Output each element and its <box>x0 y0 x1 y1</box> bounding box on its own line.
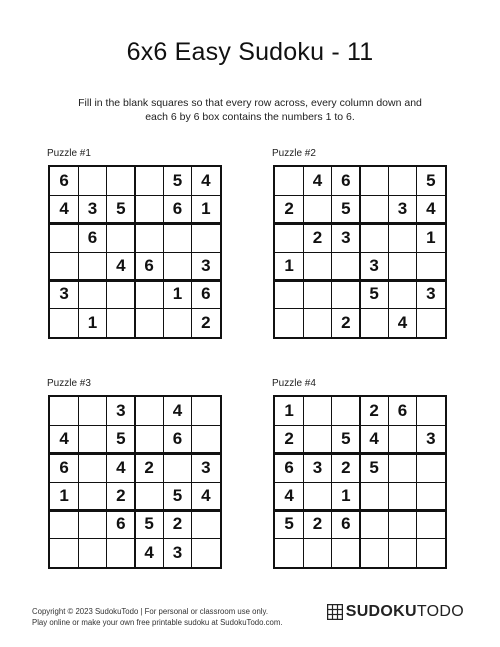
sudoku-cell[interactable] <box>332 280 360 308</box>
sudoku-cell[interactable] <box>50 539 78 567</box>
sudoku-cell[interactable] <box>163 224 191 252</box>
sudoku-cell[interactable]: 3 <box>201 457 211 477</box>
sudoku-cell[interactable]: 2 <box>284 429 294 449</box>
sudoku-cell[interactable] <box>163 309 191 337</box>
sudokutodo-logo <box>327 603 464 621</box>
sudoku-cell[interactable]: 5 <box>172 171 183 191</box>
grid-line <box>275 308 445 309</box>
sudoku-cell[interactable] <box>332 252 360 280</box>
grid-line <box>50 482 220 483</box>
sudoku-cell[interactable]: 5 <box>341 199 351 219</box>
sudoku-cell[interactable] <box>388 454 416 482</box>
sudoku-cell[interactable] <box>135 167 163 195</box>
puzzle-3-label: Puzzle #3 <box>47 378 91 389</box>
sudoku-cell[interactable]: 1 <box>172 284 183 304</box>
grid-line <box>275 252 445 253</box>
grid-line <box>163 167 164 337</box>
sudoku-cell[interactable] <box>192 539 220 567</box>
sudoku-cell[interactable]: 1 <box>284 401 294 421</box>
sudoku-cell[interactable] <box>388 539 416 567</box>
sudoku-cell[interactable]: 6 <box>397 401 408 421</box>
sudoku-cell[interactable] <box>78 252 106 280</box>
logo-text <box>346 603 464 621</box>
sudoku-cell[interactable] <box>107 280 135 308</box>
sudoku-cell[interactable] <box>192 397 220 425</box>
sudoku-cell[interactable] <box>388 224 416 252</box>
grid-line <box>275 538 445 539</box>
sudoku-cell[interactable] <box>78 280 106 308</box>
sudoku-cell[interactable]: 5 <box>341 429 351 449</box>
sudoku-cell[interactable] <box>135 224 163 252</box>
sudoku-cell[interactable] <box>303 397 331 425</box>
sudoku-cell[interactable] <box>417 539 445 567</box>
grid-line <box>50 308 220 309</box>
sudoku-cell[interactable] <box>303 252 331 280</box>
sudoku-cell[interactable]: 4 <box>426 199 436 219</box>
sudoku-cell[interactable] <box>50 309 78 337</box>
sudoku-cell[interactable]: 3 <box>426 429 436 449</box>
sudoku-cell[interactable] <box>78 397 106 425</box>
instructions <box>60 96 440 124</box>
sudoku-cell[interactable]: 3 <box>87 199 98 219</box>
sudoku-cell[interactable]: 6 <box>201 284 211 304</box>
promo-text: Play online or make your own free printable sudoku at SudokuTodo.com. <box>32 618 283 627</box>
sudoku-cell[interactable]: 3 <box>341 227 351 247</box>
sudoku-cell[interactable]: 4 <box>284 486 294 506</box>
sudoku-cell[interactable]: 1 <box>341 486 351 506</box>
sudoku-cell[interactable] <box>303 195 331 223</box>
grid-line <box>163 397 164 567</box>
grid-line <box>191 397 192 567</box>
sudoku-cell[interactable] <box>360 309 388 337</box>
page-title: 6x6 Easy Sudoku - 11 <box>126 38 374 66</box>
sudoku-cell[interactable] <box>135 280 163 308</box>
sudoku-cell[interactable]: 2 <box>116 486 126 506</box>
sudoku-cell[interactable] <box>417 482 445 510</box>
sudoku-cell[interactable]: 3 <box>116 401 126 421</box>
sudoku-cell[interactable] <box>50 252 78 280</box>
sudoku-cell[interactable]: 4 <box>397 312 408 332</box>
sudoku-cell[interactable]: 3 <box>201 256 211 276</box>
sudoku-cell[interactable] <box>135 482 163 510</box>
sudoku-cell[interactable]: 3 <box>312 457 323 477</box>
box-divider <box>275 509 445 512</box>
sudoku-cell[interactable] <box>135 309 163 337</box>
puzzle-3-grid <box>48 395 222 569</box>
grid-line <box>416 397 417 567</box>
sudoku-cell[interactable] <box>388 482 416 510</box>
sudoku-cell[interactable] <box>303 425 331 453</box>
sudoku-cell[interactable]: 5 <box>369 457 379 477</box>
sudoku-cell[interactable] <box>303 482 331 510</box>
sudoku-cell[interactable] <box>192 425 220 453</box>
sudoku-cell[interactable]: 2 <box>341 312 351 332</box>
sudoku-cell[interactable]: 6 <box>341 514 351 534</box>
sudoku-cell[interactable]: 2 <box>144 457 154 477</box>
sudoku-cell[interactable] <box>388 425 416 453</box>
sudoku-cell[interactable] <box>78 539 106 567</box>
sudoku-cell[interactable]: 5 <box>144 514 154 534</box>
sudoku-cell[interactable] <box>388 510 416 538</box>
instructions-line-1: Fill in the blank squares so that every row across, every column down and <box>78 97 422 109</box>
sudoku-cell[interactable]: 4 <box>116 256 126 276</box>
sudoku-cell[interactable] <box>417 510 445 538</box>
sudoku-cell[interactable]: 4 <box>201 486 211 506</box>
sudoku-cell[interactable]: 6 <box>59 457 69 477</box>
sudoku-cell[interactable] <box>50 397 78 425</box>
sudoku-cell[interactable]: 4 <box>201 171 211 191</box>
box-divider <box>50 279 220 282</box>
sudoku-cell[interactable]: 1 <box>59 486 69 506</box>
puzzle-2-grid <box>273 165 447 339</box>
sudoku-cell[interactable] <box>107 167 135 195</box>
grid-line <box>50 252 220 253</box>
instructions-line-2: each 6 by 6 box contains the numbers 1 to 6. <box>145 111 355 123</box>
sudoku-cell[interactable]: 6 <box>144 256 154 276</box>
sudoku-cell[interactable]: 4 <box>116 457 126 477</box>
puzzle-1-label: Puzzle #1 <box>47 148 91 159</box>
sudoku-cell[interactable]: 3 <box>426 284 436 304</box>
sudoku-cell[interactable]: 6 <box>172 199 183 219</box>
sudoku-cell[interactable] <box>135 195 163 223</box>
grid-line <box>416 167 417 337</box>
sudoku-cell[interactable]: 6 <box>341 171 351 191</box>
sudoku-cell[interactable] <box>135 425 163 453</box>
sudoku-cell[interactable]: 3 <box>59 284 69 304</box>
sudoku-cell[interactable]: 6 <box>87 227 98 247</box>
sudoku-cell[interactable]: 2 <box>284 199 294 219</box>
sudoku-cell[interactable]: 4 <box>144 542 154 562</box>
sudoku-cell[interactable] <box>303 309 331 337</box>
sudoku-cell[interactable] <box>417 454 445 482</box>
sudoku-cell[interactable]: 2 <box>341 457 351 477</box>
sudoku-cell[interactable] <box>78 454 106 482</box>
sudoku-cell[interactable]: 5 <box>116 199 126 219</box>
sudoku-cell[interactable]: 5 <box>426 171 436 191</box>
sudoku-cell[interactable]: 6 <box>172 429 183 449</box>
sudoku-cell[interactable]: 6 <box>284 457 294 477</box>
sudoku-cell[interactable] <box>360 482 388 510</box>
sudoku-cell[interactable]: 2 <box>369 401 379 421</box>
grid-line <box>50 538 220 539</box>
sudoku-cell[interactable] <box>163 454 191 482</box>
sudoku-cell[interactable] <box>417 309 445 337</box>
sudoku-cell[interactable]: 1 <box>284 256 294 276</box>
sudoku-cell[interactable] <box>50 224 78 252</box>
sudoku-cell[interactable] <box>192 510 220 538</box>
sudoku-cell[interactable] <box>163 252 191 280</box>
logo-text-light: TODO <box>416 603 464 620</box>
footer <box>32 606 283 628</box>
sudoku-cell[interactable] <box>107 539 135 567</box>
sudoku-cell[interactable] <box>135 397 163 425</box>
sudoku-cell[interactable] <box>360 510 388 538</box>
sudoku-cell[interactable]: 3 <box>369 256 379 276</box>
sudoku-cell[interactable]: 5 <box>369 284 379 304</box>
sudoku-cell[interactable] <box>417 397 445 425</box>
sudoku-cell[interactable] <box>78 482 106 510</box>
sudoku-cell[interactable]: 2 <box>172 514 183 534</box>
copyright-text: Copyright © 2023 SudokuTodo | For personal or classroom use only. <box>32 607 269 616</box>
sudoku-cell[interactable] <box>388 280 416 308</box>
sudoku-cell[interactable]: 3 <box>397 199 408 219</box>
sudoku-cell[interactable]: 1 <box>201 199 211 219</box>
puzzle-4-label: Puzzle #4 <box>272 378 316 389</box>
sudoku-cell[interactable]: 4 <box>312 171 323 191</box>
sudoku-cell[interactable]: 5 <box>116 429 126 449</box>
sudoku-cell[interactable] <box>360 167 388 195</box>
box-divider <box>275 279 445 282</box>
sudoku-cell[interactable] <box>78 167 106 195</box>
sudoku-cell[interactable]: 5 <box>284 514 294 534</box>
sudoku-cell[interactable]: 6 <box>116 514 126 534</box>
sudoku-cell[interactable]: 1 <box>426 227 436 247</box>
sudoku-cell[interactable]: 6 <box>59 171 69 191</box>
sudoku-cell[interactable] <box>360 224 388 252</box>
sudoku-cell[interactable]: 1 <box>87 312 98 332</box>
sudoku-cell[interactable] <box>275 539 303 567</box>
puzzle-4-grid <box>273 395 447 569</box>
sudoku-cell[interactable] <box>360 539 388 567</box>
sudoku-cell[interactable] <box>303 280 331 308</box>
grid-icon <box>327 604 343 620</box>
sudoku-cell[interactable] <box>303 539 331 567</box>
sudoku-cell[interactable] <box>275 280 303 308</box>
sudoku-cell[interactable] <box>192 224 220 252</box>
sudoku-cell[interactable]: 2 <box>312 227 323 247</box>
sudoku-cell[interactable] <box>388 167 416 195</box>
sudoku-cell[interactable] <box>107 309 135 337</box>
sudoku-cell[interactable]: 4 <box>59 199 69 219</box>
sudoku-cell[interactable]: 2 <box>312 514 323 534</box>
puzzle-2-label: Puzzle #2 <box>272 148 316 159</box>
sudoku-cell[interactable] <box>275 224 303 252</box>
puzzle-1-grid <box>48 165 222 339</box>
sudoku-cell[interactable] <box>388 252 416 280</box>
sudoku-cell[interactable] <box>332 397 360 425</box>
grid-line <box>388 397 389 567</box>
sudoku-cell[interactable]: 4 <box>369 429 379 449</box>
logo-text-bold: SUDOKU <box>345 603 417 620</box>
sudoku-cell[interactable]: 2 <box>201 312 211 332</box>
sudoku-cell[interactable] <box>107 224 135 252</box>
grid-line <box>388 167 389 337</box>
sudoku-cell[interactable] <box>78 510 106 538</box>
sudoku-cell[interactable] <box>50 510 78 538</box>
sudoku-cell[interactable] <box>417 252 445 280</box>
sudoku-cell[interactable] <box>332 539 360 567</box>
sudoku-cell[interactable]: 5 <box>172 486 183 506</box>
sudoku-cell[interactable] <box>360 195 388 223</box>
box-divider <box>50 509 220 512</box>
sudoku-cell[interactable] <box>78 425 106 453</box>
sudoku-cell[interactable]: 4 <box>172 401 183 421</box>
sudoku-cell[interactable]: 4 <box>59 429 69 449</box>
sudoku-cell[interactable] <box>275 167 303 195</box>
sudoku-cell[interactable]: 3 <box>172 542 183 562</box>
grid-line <box>275 482 445 483</box>
sudoku-cell[interactable] <box>275 309 303 337</box>
grid-line <box>191 167 192 337</box>
